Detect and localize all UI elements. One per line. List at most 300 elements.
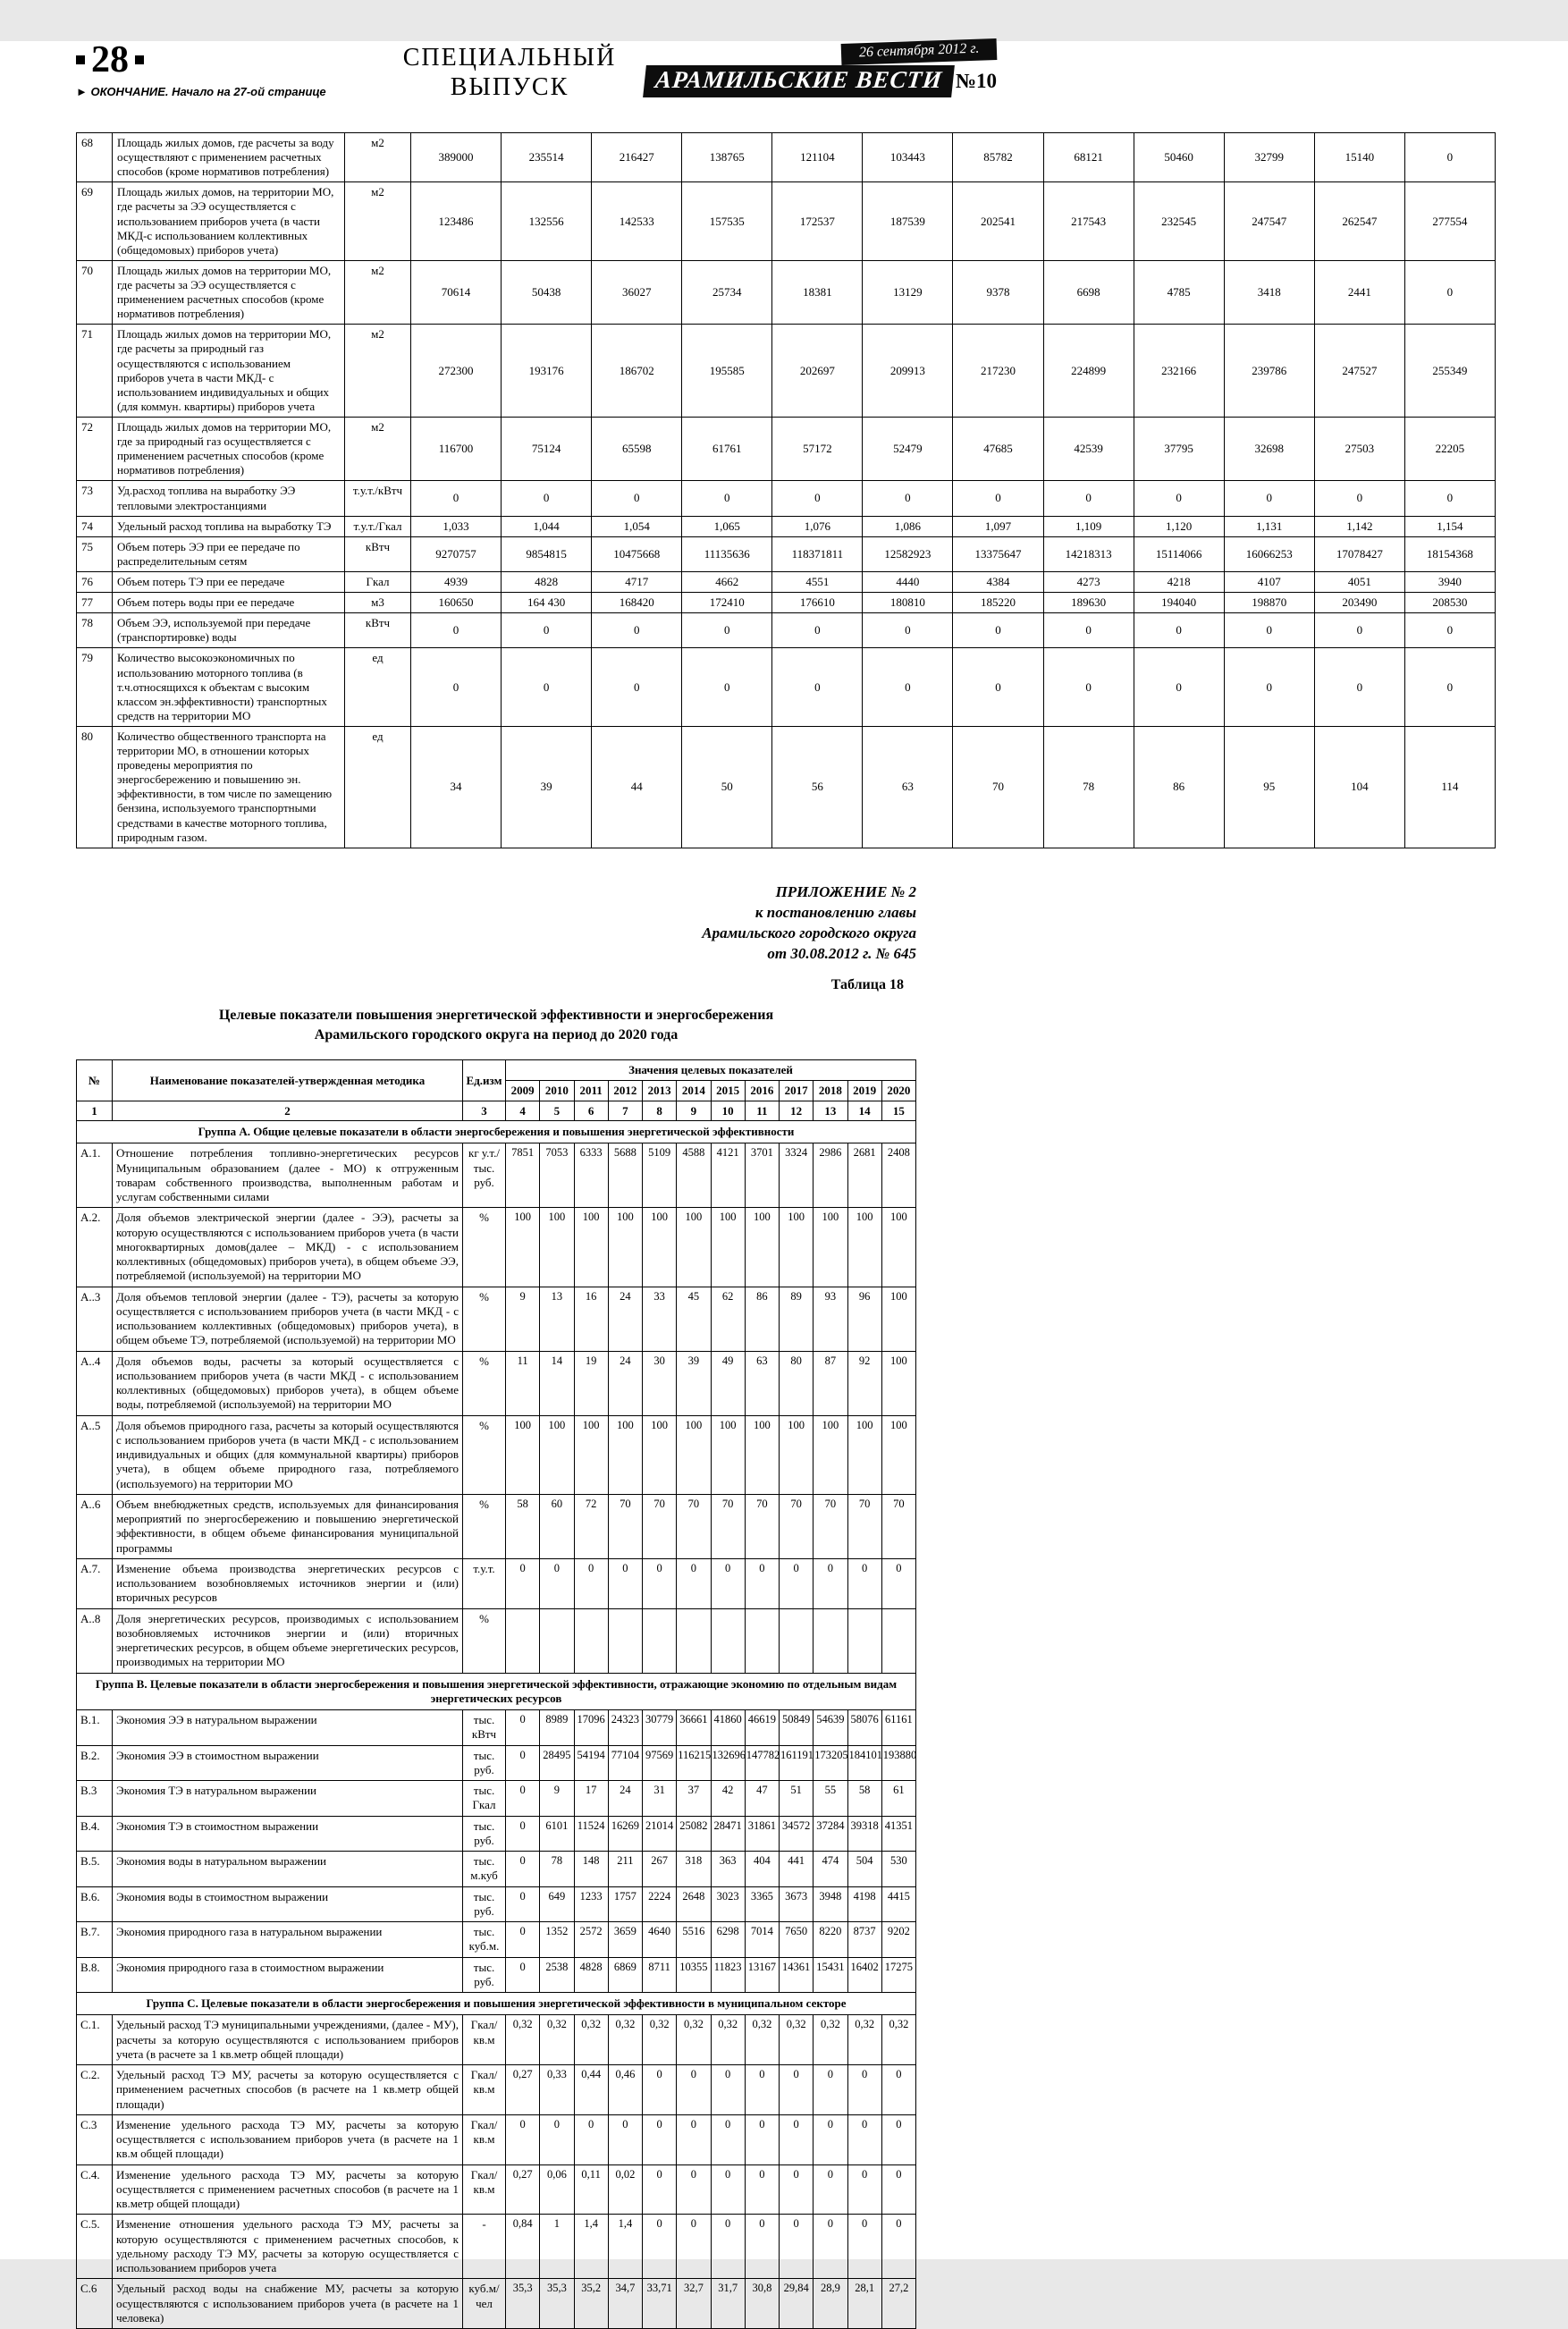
table2-group-row bbox=[77, 1673, 916, 1710]
value-cell: 18381 bbox=[772, 260, 863, 324]
row-code: В.7. bbox=[77, 1922, 113, 1958]
value-cell: 0 bbox=[847, 2065, 881, 2115]
column-number: 5 bbox=[540, 1101, 574, 1121]
year-header: 2012 bbox=[608, 1080, 642, 1101]
value-cell: 1,097 bbox=[953, 516, 1043, 536]
value-cell: 27,2 bbox=[881, 2279, 915, 2329]
row-code: В.5. bbox=[77, 1852, 113, 1887]
indicator-name: Доля объемов тепловой энергии (далее - ТЭ), расчеты за которую осуществляется с использованием приборов учета (в части МКД - с использованием коллективных (общедомовых) приборов учета), в общем объеме ТЭ, потребляемой (используемой) на территории МО bbox=[113, 1287, 463, 1351]
value-cell: 0 bbox=[1043, 613, 1134, 648]
value-cell: 42 bbox=[711, 1781, 745, 1817]
value-cell: 0 bbox=[506, 1558, 540, 1608]
value-cell: 211 bbox=[608, 1852, 642, 1887]
value-cell: 65598 bbox=[592, 417, 682, 480]
unit-cell: м2 bbox=[345, 182, 411, 261]
col-header-name: Наименование показателей-утвержденная методика bbox=[113, 1060, 463, 1101]
value-cell: 0 bbox=[506, 1745, 540, 1781]
value-cell: 2572 bbox=[574, 1922, 608, 1958]
value-cell: 0 bbox=[780, 1558, 814, 1608]
value-cell: 0 bbox=[677, 2114, 711, 2164]
value-cell: 0 bbox=[881, 2114, 915, 2164]
value-cell: 198870 bbox=[1224, 593, 1314, 613]
value-cell: 100 bbox=[608, 1208, 642, 1287]
value-cell: 100 bbox=[711, 1208, 745, 1287]
row-number: 69 bbox=[77, 182, 113, 261]
value-cell: 0 bbox=[677, 2215, 711, 2279]
value-cell: 4828 bbox=[574, 1957, 608, 1993]
value-cell: 9202 bbox=[881, 1922, 915, 1958]
indicator-name: Объем потерь ЭЭ при ее передаче по распределительным сетям bbox=[113, 536, 345, 571]
value-cell: 35,2 bbox=[574, 2279, 608, 2329]
unit-cell: кг у.т./ тыс. руб. bbox=[463, 1143, 506, 1208]
value-cell: 6869 bbox=[608, 1957, 642, 1993]
value-cell: 0 bbox=[506, 1886, 540, 1922]
value-cell: 189630 bbox=[1043, 593, 1134, 613]
value-cell: 96 bbox=[847, 1287, 881, 1351]
value-cell: 0 bbox=[677, 2065, 711, 2115]
indicator-name: Экономия природного газа в натуральном выражении bbox=[113, 1922, 463, 1958]
indicator-name: Удельный расход воды на снабжение МУ, расчеты за которую осуществляются с использованием приборов учета (в расчете на 1 человека) bbox=[113, 2279, 463, 2329]
value-cell: 0 bbox=[643, 1558, 677, 1608]
unit-cell: % bbox=[463, 1208, 506, 1287]
column-number: 15 bbox=[881, 1101, 915, 1121]
row-code: А..5 bbox=[77, 1415, 113, 1494]
value-cell: 3023 bbox=[711, 1886, 745, 1922]
value-cell: 0 bbox=[863, 648, 953, 727]
unit-cell: ед bbox=[345, 648, 411, 727]
value-cell: 1,142 bbox=[1314, 516, 1404, 536]
value-cell: 195585 bbox=[682, 325, 772, 418]
value-cell: 0 bbox=[711, 2065, 745, 2115]
value-cell: 29,84 bbox=[780, 2279, 814, 2329]
page-header bbox=[76, 41, 1495, 118]
value-cell: 70 bbox=[847, 1494, 881, 1558]
appendix-line: ПРИЛОЖЕНИЕ № 2 bbox=[775, 882, 916, 900]
value-cell: 0,32 bbox=[643, 2015, 677, 2065]
value-cell: 0 bbox=[682, 648, 772, 727]
value-cell: 4107 bbox=[1224, 571, 1314, 592]
value-cell: 0 bbox=[847, 2114, 881, 2164]
unit-cell: Гкал bbox=[345, 571, 411, 592]
value-cell: 176610 bbox=[772, 593, 863, 613]
value-cell: 7851 bbox=[506, 1143, 540, 1208]
value-cell: 2681 bbox=[847, 1143, 881, 1208]
value-cell: 0 bbox=[745, 2164, 779, 2215]
value-cell: 0 bbox=[814, 1558, 847, 1608]
value-cell: 262547 bbox=[1314, 182, 1404, 261]
unit-cell: - bbox=[463, 2215, 506, 2279]
value-cell: 56 bbox=[772, 726, 863, 848]
value-cell: 187539 bbox=[863, 182, 953, 261]
table2-row bbox=[77, 1922, 916, 1958]
table2-row bbox=[77, 1781, 916, 1817]
value-cell: 21014 bbox=[643, 1816, 677, 1852]
value-cell: 0 bbox=[1404, 260, 1495, 324]
value-cell: 89 bbox=[780, 1287, 814, 1351]
table2-title-line1: Целевые показатели повышения энергетической эффективности и энергосбережения bbox=[218, 1007, 774, 1023]
value-cell: 0 bbox=[847, 2164, 881, 2215]
value-cell: 9854815 bbox=[502, 536, 592, 571]
value-cell: 18154368 bbox=[1404, 536, 1495, 571]
value-cell: 92 bbox=[847, 1351, 881, 1415]
value-cell: 0 bbox=[608, 2114, 642, 2164]
value-cell: 93 bbox=[814, 1287, 847, 1351]
indicator-name: Доля объемов электрической энергии (далее - ЭЭ), расчеты за которую осуществляются с использованием приборов учета (в части многоквартирных домов(далее – МКД) - с использованием коллективных (общедомовых) приборов учета), в общем объеме ЭЭ, потребляемой (используемой) на территории МО bbox=[113, 1208, 463, 1287]
value-cell: 55 bbox=[814, 1781, 847, 1817]
value-cell: 0 bbox=[506, 1816, 540, 1852]
value-cell: 70 bbox=[711, 1494, 745, 1558]
indicator-name: Объем потерь ТЭ при ее передаче bbox=[113, 571, 345, 592]
indicator-name: Экономия воды в стоимостном выражении bbox=[113, 1886, 463, 1922]
value-cell: 0 bbox=[847, 2215, 881, 2279]
value-cell: 216427 bbox=[592, 133, 682, 182]
value-cell: 0 bbox=[540, 1558, 574, 1608]
value-cell: 50438 bbox=[502, 260, 592, 324]
value-cell: 118371811 bbox=[772, 536, 863, 571]
value-cell: 202697 bbox=[772, 325, 863, 418]
value-cell: 1,033 bbox=[411, 516, 502, 536]
value-cell: 0 bbox=[780, 2114, 814, 2164]
value-cell: 17096 bbox=[574, 1710, 608, 1746]
value-cell: 62 bbox=[711, 1287, 745, 1351]
value-cell: 104 bbox=[1314, 726, 1404, 848]
value-cell: 0 bbox=[682, 613, 772, 648]
value-cell: 45 bbox=[677, 1287, 711, 1351]
table1-row bbox=[77, 536, 1496, 571]
value-cell: 63 bbox=[863, 726, 953, 848]
col-header-number: № bbox=[77, 1060, 113, 1101]
value-cell: 2224 bbox=[643, 1886, 677, 1922]
value-cell: 0,06 bbox=[540, 2164, 574, 2215]
value-cell: 0 bbox=[506, 1852, 540, 1887]
column-number: 2 bbox=[113, 1101, 463, 1121]
value-cell: 184101 bbox=[847, 1745, 881, 1781]
indicator-name: Экономия ТЭ в натуральном выражении bbox=[113, 1781, 463, 1817]
value-cell: 0 bbox=[506, 1957, 540, 1993]
value-cell: 97569 bbox=[643, 1745, 677, 1781]
value-cell: 4440 bbox=[863, 571, 953, 592]
column-number: 1 bbox=[77, 1101, 113, 1121]
indicator-name: Объем внебюджетных средств, используемых для финансирования мероприятий по энергосбережению и повышению энергетической эффективности, в общем объеме финансирования муниципальной программы bbox=[113, 1494, 463, 1558]
value-cell: 58 bbox=[506, 1494, 540, 1558]
value-cell: 2986 bbox=[814, 1143, 847, 1208]
value-cell: 0 bbox=[1404, 133, 1495, 182]
value-cell: 17 bbox=[574, 1781, 608, 1817]
value-cell: 30779 bbox=[643, 1710, 677, 1746]
value-cell: 0 bbox=[502, 613, 592, 648]
year-header: 2016 bbox=[745, 1080, 779, 1101]
value-cell: 0,27 bbox=[506, 2065, 540, 2115]
value-cell: 70 bbox=[745, 1494, 779, 1558]
value-cell: 100 bbox=[506, 1415, 540, 1494]
value-cell: 142533 bbox=[592, 182, 682, 261]
table2-row bbox=[77, 1608, 916, 1673]
value-cell: 4785 bbox=[1134, 260, 1224, 324]
unit-cell: т.у.т./Гкал bbox=[345, 516, 411, 536]
value-cell: 32698 bbox=[1224, 417, 1314, 480]
value-cell: 0 bbox=[1314, 648, 1404, 727]
page-number-marker-icon bbox=[135, 55, 144, 64]
value-cell: 70 bbox=[953, 726, 1043, 848]
value-cell: 49 bbox=[711, 1351, 745, 1415]
table2-row bbox=[77, 2015, 916, 2065]
value-cell: 54639 bbox=[814, 1710, 847, 1746]
value-cell: 0,32 bbox=[881, 2015, 915, 2065]
value-cell: 0 bbox=[1404, 613, 1495, 648]
value-cell: 0 bbox=[506, 1781, 540, 1817]
value-cell: 0 bbox=[953, 481, 1043, 516]
value-cell: 1,065 bbox=[682, 516, 772, 536]
column-number: 14 bbox=[847, 1101, 881, 1121]
value-cell: 39318 bbox=[847, 1816, 881, 1852]
value-cell: 138765 bbox=[682, 133, 772, 182]
value-cell: 75124 bbox=[502, 417, 592, 480]
value-cell: 6698 bbox=[1043, 260, 1134, 324]
unit-cell: % bbox=[463, 1608, 506, 1673]
value-cell: 78 bbox=[1043, 726, 1134, 848]
value-cell: 0 bbox=[1224, 648, 1314, 727]
value-cell: 11 bbox=[506, 1351, 540, 1415]
value-cell: 100 bbox=[643, 1208, 677, 1287]
value-cell: 193176 bbox=[502, 325, 592, 418]
value-cell: 100 bbox=[780, 1415, 814, 1494]
value-cell: 0,32 bbox=[574, 2015, 608, 2065]
year-header: 2015 bbox=[711, 1080, 745, 1101]
indicator-name: Уд.расход топлива на выработку ЭЭ тепловыми электростанциями bbox=[113, 481, 345, 516]
row-code: А..6 bbox=[77, 1494, 113, 1558]
value-cell: 5516 bbox=[677, 1922, 711, 1958]
indicator-name: Отношение потребления топливно-энергетических ресурсов Муниципальным образованием (далее - МО) к отгруженным товарам собственного производства, выполненным работам и услугам собственными силами bbox=[113, 1143, 463, 1208]
value-cell: 0 bbox=[1043, 481, 1134, 516]
value-cell: 61161 bbox=[881, 1710, 915, 1746]
year-header: 2009 bbox=[506, 1080, 540, 1101]
value-cell: 24 bbox=[608, 1287, 642, 1351]
value-cell: 0 bbox=[574, 2114, 608, 2164]
value-cell: 0 bbox=[953, 613, 1043, 648]
unit-cell: м3 bbox=[345, 593, 411, 613]
value-cell: 100 bbox=[677, 1208, 711, 1287]
unit-cell: % bbox=[463, 1415, 506, 1494]
value-cell: 123486 bbox=[411, 182, 502, 261]
value-cell: 34572 bbox=[780, 1816, 814, 1852]
value-cell: 50460 bbox=[1134, 133, 1224, 182]
value-cell: 1 bbox=[540, 2215, 574, 2279]
value-cell: 80 bbox=[780, 1351, 814, 1415]
value-cell: 132556 bbox=[502, 182, 592, 261]
value-cell bbox=[506, 1608, 540, 1673]
column-number: 10 bbox=[711, 1101, 745, 1121]
value-cell: 202541 bbox=[953, 182, 1043, 261]
table2-row bbox=[77, 2279, 916, 2329]
value-cell bbox=[677, 1608, 711, 1673]
table2-row bbox=[77, 1957, 916, 1993]
value-cell: 1352 bbox=[540, 1922, 574, 1958]
row-code: С.1. bbox=[77, 2015, 113, 2065]
value-cell: 209913 bbox=[863, 325, 953, 418]
row-code: А..8 bbox=[77, 1608, 113, 1673]
value-cell: 0 bbox=[814, 2065, 847, 2115]
value-cell: 11823 bbox=[711, 1957, 745, 1993]
value-cell: 7014 bbox=[745, 1922, 779, 1958]
value-cell: 267 bbox=[643, 1852, 677, 1887]
appendix-line: Арамильского городского округа bbox=[702, 924, 916, 941]
indicator-name: Экономия природного газа в стоимостном выражении bbox=[113, 1957, 463, 1993]
value-cell: 530 bbox=[881, 1852, 915, 1887]
value-cell bbox=[608, 1608, 642, 1673]
value-cell: 0 bbox=[592, 481, 682, 516]
value-cell: 2538 bbox=[540, 1957, 574, 1993]
value-cell: 44 bbox=[592, 726, 682, 848]
table2-row bbox=[77, 2065, 916, 2115]
unit-cell: м2 bbox=[345, 417, 411, 480]
indicator-name: Удельный расход ТЭ МУ, расчеты за которую осуществляется с применением расчетных способов (в расчете на 1 кв.метр общей площади) bbox=[113, 2065, 463, 2115]
value-cell: 185220 bbox=[953, 593, 1043, 613]
unit-cell: Гкал/ кв.м bbox=[463, 2114, 506, 2164]
value-cell: 47685 bbox=[953, 417, 1043, 480]
value-cell: 16402 bbox=[847, 1957, 881, 1993]
table1-row bbox=[77, 593, 1496, 613]
row-number: 80 bbox=[77, 726, 113, 848]
value-cell: 100 bbox=[814, 1208, 847, 1287]
value-cell: 0,33 bbox=[540, 2065, 574, 2115]
value-cell: 0 bbox=[643, 2164, 677, 2215]
row-code: С.2. bbox=[77, 2065, 113, 2115]
year-header: 2018 bbox=[814, 1080, 847, 1101]
value-cell: 160650 bbox=[411, 593, 502, 613]
value-cell: 33,71 bbox=[643, 2279, 677, 2329]
value-cell: 100 bbox=[847, 1208, 881, 1287]
column-number: 9 bbox=[677, 1101, 711, 1121]
unit-cell: тыс. куб.м. bbox=[463, 1922, 506, 1958]
value-cell: 649 bbox=[540, 1886, 574, 1922]
value-cell: 63 bbox=[745, 1351, 779, 1415]
unit-cell: куб.м/ чел bbox=[463, 2279, 506, 2329]
value-cell: 37284 bbox=[814, 1816, 847, 1852]
table2-row bbox=[77, 2215, 916, 2279]
value-cell: 0 bbox=[772, 648, 863, 727]
table2-row bbox=[77, 1415, 916, 1494]
value-cell: 100 bbox=[881, 1415, 915, 1494]
value-cell: 10475668 bbox=[592, 536, 682, 571]
value-cell: 28,1 bbox=[847, 2279, 881, 2329]
value-cell: 0,32 bbox=[780, 2015, 814, 2065]
value-cell: 3948 bbox=[814, 1886, 847, 1922]
value-cell: 0,32 bbox=[677, 2015, 711, 2065]
unit-cell: тыс. руб. bbox=[463, 1886, 506, 1922]
value-cell: 318 bbox=[677, 1852, 711, 1887]
value-cell: 0 bbox=[772, 481, 863, 516]
value-cell: 172410 bbox=[682, 593, 772, 613]
value-cell: 0,44 bbox=[574, 2065, 608, 2115]
value-cell bbox=[643, 1608, 677, 1673]
value-cell: 0 bbox=[411, 481, 502, 516]
value-cell: 168420 bbox=[592, 593, 682, 613]
row-number: 75 bbox=[77, 536, 113, 571]
value-cell: 0 bbox=[502, 648, 592, 727]
value-cell: 2648 bbox=[677, 1886, 711, 1922]
value-cell: 31 bbox=[643, 1781, 677, 1817]
value-cell: 100 bbox=[881, 1287, 915, 1351]
row-number: 68 bbox=[77, 133, 113, 182]
value-cell: 100 bbox=[881, 1351, 915, 1415]
value-cell: 0 bbox=[745, 2114, 779, 2164]
value-cell: 95 bbox=[1224, 726, 1314, 848]
unit-cell: кВтч bbox=[345, 536, 411, 571]
value-cell: 203490 bbox=[1314, 593, 1404, 613]
unit-cell: % bbox=[463, 1351, 506, 1415]
value-cell: 14218313 bbox=[1043, 536, 1134, 571]
column-number: 4 bbox=[506, 1101, 540, 1121]
value-cell: 4588 bbox=[677, 1143, 711, 1208]
value-cell: 16269 bbox=[608, 1816, 642, 1852]
value-cell: 4051 bbox=[1314, 571, 1404, 592]
table2-header-row bbox=[77, 1060, 916, 1081]
value-cell: 208530 bbox=[1404, 593, 1495, 613]
value-cell: 0 bbox=[540, 2114, 574, 2164]
value-cell: 24 bbox=[608, 1781, 642, 1817]
value-cell: 0 bbox=[745, 1558, 779, 1608]
unit-cell: тыс. кВтч bbox=[463, 1710, 506, 1746]
value-cell: 37795 bbox=[1134, 417, 1224, 480]
row-code: С.4. bbox=[77, 2164, 113, 2215]
value-cell: 28495 bbox=[540, 1745, 574, 1781]
value-cell: 4828 bbox=[502, 571, 592, 592]
value-cell: 100 bbox=[745, 1208, 779, 1287]
value-cell: 247547 bbox=[1224, 182, 1314, 261]
table2-row bbox=[77, 1351, 916, 1415]
value-cell: 217543 bbox=[1043, 182, 1134, 261]
value-cell: 34,7 bbox=[608, 2279, 642, 2329]
value-cell: 100 bbox=[847, 1415, 881, 1494]
special-issue-label bbox=[380, 43, 639, 102]
value-cell: 0,84 bbox=[506, 2215, 540, 2279]
value-cell: 68121 bbox=[1043, 133, 1134, 182]
value-cell: 0 bbox=[863, 481, 953, 516]
indicator-name: Доля энергетических ресурсов, производимых с использованием возобновляемых источников энергии и (или) вторичных энергетических ресурсов, в общем объеме энергетических ресурсов, производимых на территории МО bbox=[113, 1608, 463, 1673]
value-cell: 47 bbox=[745, 1781, 779, 1817]
table2-row bbox=[77, 1886, 916, 1922]
value-cell: 1,076 bbox=[772, 516, 863, 536]
indicator-name: Площадь жилых домов, на территории МО, где расчеты за ЭЭ осуществляется с использованием приборов учета (в части МКД-с использованием коллективных (общедомовых) приборов учета) bbox=[113, 182, 345, 261]
value-cell: 25734 bbox=[682, 260, 772, 324]
value-cell: 16 bbox=[574, 1287, 608, 1351]
table2-row bbox=[77, 1287, 916, 1351]
value-cell: 224899 bbox=[1043, 325, 1134, 418]
indicator-name: Изменение удельного расхода ТЭ МУ, расчеты за которую осуществляется с использованием приборов учета (в расчете на 1 кв.м общей площади) bbox=[113, 2114, 463, 2164]
table2-row bbox=[77, 1143, 916, 1208]
value-cell: 17078427 bbox=[1314, 536, 1404, 571]
indicators-table-continuation bbox=[76, 132, 1496, 848]
value-cell: 11524 bbox=[574, 1816, 608, 1852]
value-cell: 28471 bbox=[711, 1816, 745, 1852]
value-cell: 16066253 bbox=[1224, 536, 1314, 571]
row-code: В.4. bbox=[77, 1816, 113, 1852]
value-cell: 180810 bbox=[863, 593, 953, 613]
unit-cell: % bbox=[463, 1494, 506, 1558]
value-cell: 60 bbox=[540, 1494, 574, 1558]
appendix-block bbox=[76, 882, 916, 965]
value-cell: 1,154 bbox=[1404, 516, 1495, 536]
row-number: 77 bbox=[77, 593, 113, 613]
value-cell: 1,120 bbox=[1134, 516, 1224, 536]
value-cell: 239786 bbox=[1224, 325, 1314, 418]
value-cell bbox=[574, 1608, 608, 1673]
table1-row bbox=[77, 133, 1496, 182]
value-cell: 4384 bbox=[953, 571, 1043, 592]
unit-cell: м2 bbox=[345, 133, 411, 182]
year-header: 2014 bbox=[677, 1080, 711, 1101]
value-cell: 19 bbox=[574, 1351, 608, 1415]
